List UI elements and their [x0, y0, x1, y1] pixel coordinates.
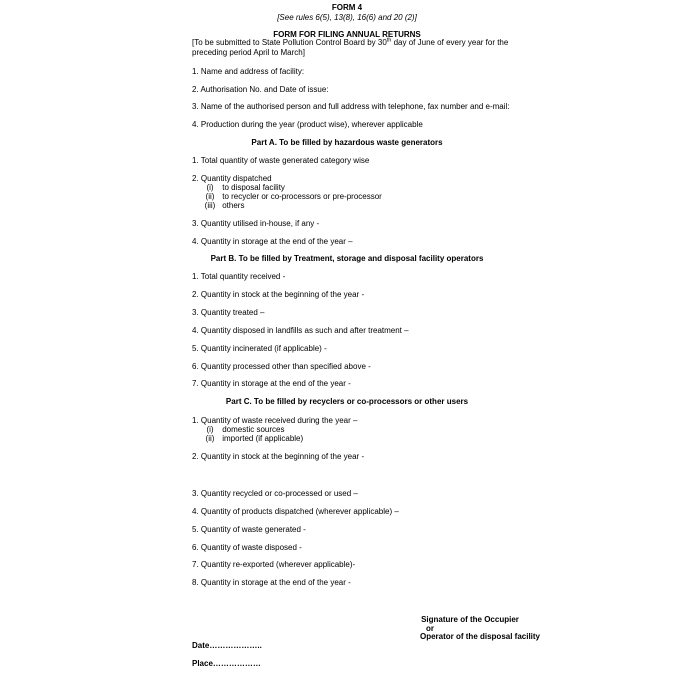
part-a-subitem: (ii) to recycler or co-processors or pre-processor: [205, 192, 382, 201]
part-c-item-7: 7. Quantity re-exported (wherever applicable)-: [192, 560, 356, 569]
part-b-item-7: 7. Quantity in storage at the end of the year -: [192, 379, 351, 388]
part-a-subitem: (iii) others: [204, 201, 245, 210]
instruction-text-end: day of June of every year for the preceding period April to March]: [192, 38, 509, 57]
part-a-item-1: 1. Total quantity of waste generated category wise: [192, 156, 370, 165]
signature-line-1: Signature of the Occupier: [421, 615, 519, 624]
part-c-item-3: 3. Quantity recycled or co-processed or used –: [192, 489, 358, 498]
general-item-2: 2. Authorisation No. and Date of issue:: [192, 85, 329, 94]
part-c-item-6: 6. Quantity of waste disposed -: [192, 543, 302, 552]
part-c-heading: Part C. To be filled by recyclers or co-processors or other users: [225, 397, 469, 406]
part-b-item-4: 4. Quantity disposed in landfills as such and after treatment –: [192, 326, 409, 335]
general-item-3: 3. Name of the authorised person and full address with telephone, fax number and e-mail:: [192, 102, 510, 111]
signature-line-3: Operator of the disposal facility: [419, 632, 541, 641]
signature-line-2: or: [426, 624, 434, 633]
part-b-item-2: 2. Quantity in stock at the beginning of the year -: [192, 290, 365, 299]
submission-instruction: [192, 38, 522, 58]
part-b-item-1: 1. Total quantity received -: [192, 272, 286, 281]
part-c-item-1: 1. Quantity of waste received during the year –: [192, 416, 358, 425]
part-a-item-2: 2. Quantity dispatched: [192, 174, 272, 183]
instruction-text-start: [To be submitted to State Pollution Control Board by 30: [192, 38, 387, 47]
part-a-item-3: 3. Quantity utilised in-house, if any -: [192, 219, 320, 228]
place-field: Place………………: [192, 659, 261, 668]
instruction-superscript: th: [386, 37, 392, 44]
part-c-subitem: (i) domestic sources: [206, 425, 285, 434]
part-b-item-3: 3. Quantity treated –: [192, 308, 265, 317]
part-b-item-5: 5. Quantity incinerated (if applicable) -: [192, 344, 327, 353]
form-title: FORM FOR FILING ANNUAL RETURNS: [273, 30, 421, 39]
rules-reference: [See rules 6(5), 13(8), 16(6) and 20 (2)]: [277, 13, 417, 22]
general-item-4: 4. Production during the year (product wise), wherever applicable: [192, 120, 423, 129]
part-b-heading: Part B. To be filled by Treatment, storage and disposal facility operators: [210, 254, 484, 263]
part-c-item-8: 8. Quantity in storage at the end of the year -: [192, 578, 351, 587]
part-c-item-5: 5. Quantity of waste generated -: [192, 525, 306, 534]
part-b-item-6: 6. Quantity processed other than specified above -: [192, 362, 371, 371]
part-c-item-4: 4. Quantity of products dispatched (wherever applicable) –: [192, 507, 399, 516]
part-a-item-4: 4. Quantity in storage at the end of the year –: [192, 237, 353, 246]
general-item-1: 1. Name and address of facility:: [192, 67, 305, 76]
part-a-heading: Part A. To be filled by hazardous waste generators: [251, 138, 443, 147]
date-field: Date………………..: [192, 641, 262, 650]
form-number: FORM 4: [331, 3, 363, 12]
part-a-subitem: (i) to disposal facility: [206, 183, 285, 192]
part-c-item-2: 2. Quantity in stock at the beginning of the year -: [192, 452, 365, 461]
part-c-subitem: (ii) imported (if applicable): [205, 434, 304, 443]
